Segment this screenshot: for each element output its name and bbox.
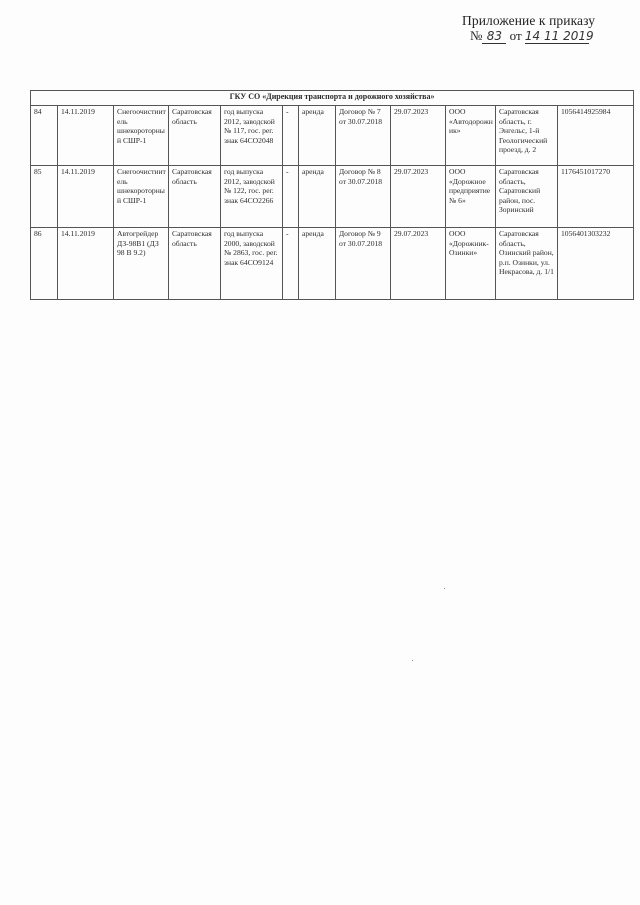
registry-table bbox=[30, 90, 634, 300]
address: Саратовская область, Озинский район, р.п. Озинки, ул. Некрасова, д. 1/1 bbox=[496, 228, 558, 300]
dash-cell: - bbox=[283, 106, 299, 166]
dash-cell: - bbox=[283, 166, 299, 228]
contract-term: 29.07.2023 bbox=[391, 228, 446, 300]
order-number-prefix: № bbox=[470, 28, 483, 43]
entry-date: 14.11.2019 bbox=[58, 166, 114, 228]
region: Саратовская область bbox=[169, 166, 221, 228]
region: Саратовская область bbox=[169, 106, 221, 166]
entry-date: 14.11.2019 bbox=[58, 228, 114, 300]
ogrn: 1056401303232 bbox=[558, 228, 634, 300]
equipment-name: Снегоочистиитель шнекороторный СШР-1 bbox=[114, 106, 169, 166]
order-number: 83 bbox=[482, 29, 506, 44]
ownership-basis: аренда bbox=[299, 228, 336, 300]
equipment-name: Автогрейдер ДЗ-98В1 (ДЗ 98 В 9.2) bbox=[114, 228, 169, 300]
dash-cell: - bbox=[283, 228, 299, 300]
row-number: 86 bbox=[31, 228, 58, 300]
row-number: 84 bbox=[31, 106, 58, 166]
equipment-name: Снегоочистиитель шнекороторный СШР-1 bbox=[114, 166, 169, 228]
region: Саратовская область bbox=[169, 228, 221, 300]
organization: ООО «Автодорожник» bbox=[446, 106, 496, 166]
contract-term: 29.07.2023 bbox=[391, 106, 446, 166]
ogrn: 1176451017270 bbox=[558, 166, 634, 228]
ownership-basis: аренда bbox=[299, 106, 336, 166]
organization-name: ГКУ СО «Дирекция транспорта и дорожного хозяйства» bbox=[31, 91, 634, 106]
contract-term: 29.07.2023 bbox=[391, 166, 446, 228]
order-reference bbox=[470, 28, 594, 44]
table-row bbox=[31, 166, 634, 228]
entry-date: 14.11.2019 bbox=[58, 106, 114, 166]
contract: Договор № 9 от 30.07.2018 bbox=[336, 228, 391, 300]
organization: ООО «Дорожник-Озинки» bbox=[446, 228, 496, 300]
scan-speck bbox=[444, 588, 445, 589]
equipment-details: год выпуска 2012, заводской № 122, гос. рег. знак 64СО2266 bbox=[221, 166, 283, 228]
table-row bbox=[31, 106, 634, 166]
ogrn: 1056414925984 bbox=[558, 106, 634, 166]
contract: Договор № 8 от 30.07.2018 bbox=[336, 166, 391, 228]
organization-row bbox=[31, 91, 634, 106]
scan-speck bbox=[412, 660, 413, 661]
row-number: 85 bbox=[31, 166, 58, 228]
ownership-basis: аренда bbox=[299, 166, 336, 228]
table-row bbox=[31, 228, 634, 300]
equipment-details: год выпуска 2012, заводской № 117, гос. рег. знак 64СО2048 bbox=[221, 106, 283, 166]
organization: ООО «Дорожное предприятие № 6» bbox=[446, 166, 496, 228]
equipment-details: год выпуска 2000, заводской № 2863, гос. рег. знак 64СО9124 bbox=[221, 228, 283, 300]
address: Саратовская область, г. Энгельс, 1-й Геологический проезд, д. 2 bbox=[496, 106, 558, 166]
contract: Договор № 7 от 30.07.2018 bbox=[336, 106, 391, 166]
order-date: 14 11 2019 bbox=[524, 29, 594, 43]
order-from-label: от bbox=[509, 28, 522, 43]
annex-title: Приложение к приказу bbox=[462, 13, 596, 28]
address: Саратовская область, Саратовский район, пос. Зоринский bbox=[496, 166, 558, 228]
